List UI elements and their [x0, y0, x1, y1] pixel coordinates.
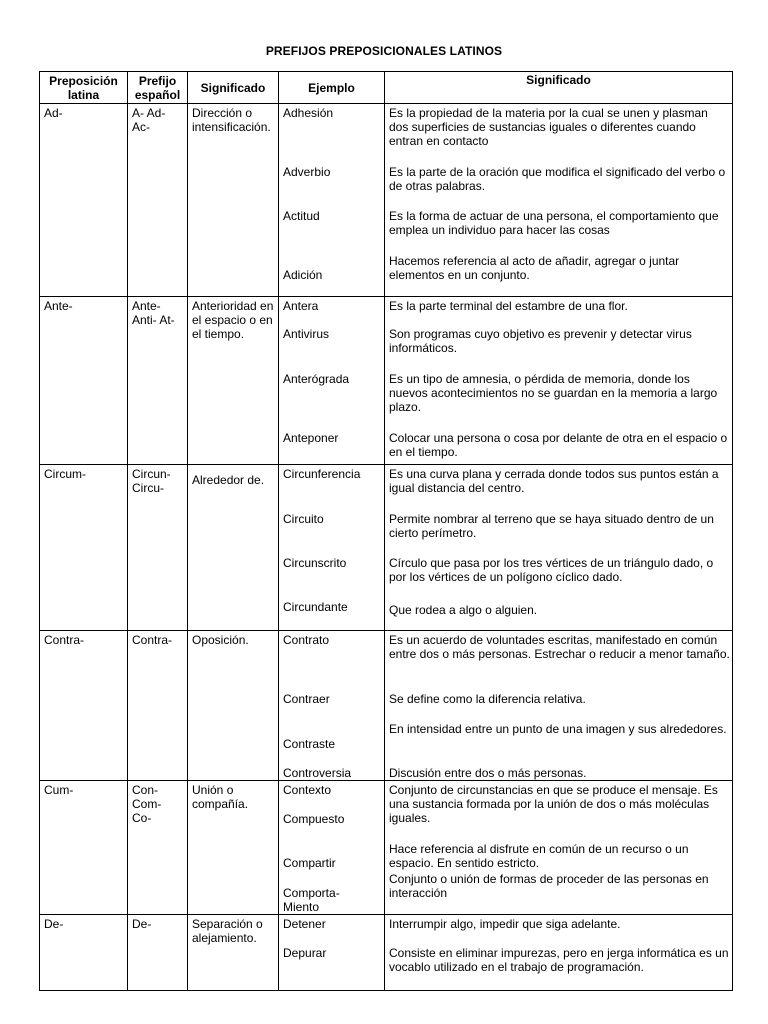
cell-significado: Alrededor de.: [188, 465, 279, 631]
example-word: Circunferencia: [283, 467, 361, 481]
cell-significado: Separación o alejamiento.: [188, 915, 279, 991]
definition-text: En intensidad entre un punto de una imagen y sus alrededores.: [389, 722, 727, 736]
example-word: Circunscrito: [283, 556, 347, 570]
example-word: Adición: [283, 268, 323, 282]
cell-ejemplos: [279, 297, 385, 465]
example-word: Compartir: [283, 856, 336, 870]
cell-definiciones: [385, 297, 733, 465]
definition-text: Es una curva plana y cerrada donde todos sus puntos están a igual distancia del centro.: [389, 467, 719, 495]
definition-text: Son programas cuyo objetivo es prevenir y detectar virus informáticos.: [389, 327, 692, 355]
example-word: Contraste: [283, 737, 336, 751]
definition-text: Es la forma de actuar de una persona, el comportamiento que emplea un individuo para hacer las cosas: [389, 209, 719, 237]
header-significado: Significado: [188, 72, 279, 104]
cell-ejemplos: [279, 781, 385, 915]
table-header-row: [40, 72, 733, 104]
example-word: Adverbio: [283, 165, 331, 179]
example-word: Circuito: [283, 512, 324, 526]
prefix-table: [39, 71, 733, 991]
cell-definiciones: [385, 465, 733, 631]
example-word: Depurar: [283, 946, 327, 960]
example-word: Compuesto: [283, 812, 345, 826]
definition-text: Interrumpir algo, impedir que siga adelante.: [389, 917, 621, 931]
definition-text: Permite nombrar al terreno que se haya situado dentro de un cierto perímetro.: [389, 512, 714, 540]
definition-text: Es la parte terminal del estambre de una flor.: [389, 299, 628, 313]
definition-text: Discusión entre dos o más personas.: [389, 766, 587, 780]
example-word: Contexto: [283, 783, 332, 797]
cell-latina: Ad-: [40, 104, 128, 297]
example-word: Controversia: [283, 766, 352, 780]
cell-ejemplos: [279, 465, 385, 631]
cell-definiciones: [385, 631, 733, 781]
cell-significado: Anterioridad en el espacio o en el tiempo.: [188, 297, 279, 465]
definition-text: Que rodea a algo o alguien.: [389, 603, 538, 617]
cell-espanol: Ante- Anti- At-: [128, 297, 188, 465]
example-word: Comporta- Miento: [283, 886, 340, 914]
example-word: Anteponer: [283, 431, 339, 445]
table-row: [40, 465, 733, 631]
cell-latina: Circum-: [40, 465, 128, 631]
cell-definiciones: [385, 915, 733, 991]
cell-definiciones: [385, 781, 733, 915]
document-title: PREFIJOS PREPOSICIONALES LATINOS: [265, 44, 503, 58]
example-word: Contrato: [283, 633, 330, 647]
cell-latina: Ante-: [40, 297, 128, 465]
cell-espanol: A- Ad- Ac-: [128, 104, 188, 297]
cell-ejemplos: [279, 104, 385, 297]
cell-ejemplos: [279, 915, 385, 991]
definition-text: Hacemos referencia al acto de añadir, agregar o juntar elementos en un conjunto.: [389, 254, 680, 282]
example-word: Detener: [283, 917, 326, 931]
cell-espanol: Circun- Circu-: [128, 465, 188, 631]
definition-text: Es un acuerdo de voluntades escritas, manifestado en común entre dos o más personas. Estrechar o reducir a menor tamaño.: [389, 633, 730, 661]
definition-text: Hace referencia al disfrute en común de un recurso o un espacio. En sentido estricto.: [389, 842, 689, 870]
example-word: Antera: [283, 299, 319, 313]
header-ejemplo: Ejemplo: [279, 72, 385, 104]
cell-significado: Unión o compañía.: [188, 781, 279, 915]
table-row: [40, 104, 733, 297]
definition-text: Conjunto de circunstancias en que se produce el mensaje. Es una sustancia formada por la unión de dos o más moléculas iguales.: [389, 783, 718, 825]
cell-espanol: De-: [128, 915, 188, 991]
definition-text: Colocar una persona o cosa por delante de otra en el espacio o en el tiempo.: [389, 431, 728, 459]
definition-text: Círculo que pasa por los tres vértices de un triángulo dado, o por los vértices de un polígono cíclico dado.: [389, 556, 714, 584]
cell-significado: Dirección o intensificación.: [188, 104, 279, 297]
example-word: Anterógrada: [283, 372, 350, 386]
cell-latina: De-: [40, 915, 128, 991]
definition-text: Es un tipo de amnesia, o pérdida de memoria, donde los nuevos acontecimientos no se guardan en la memoria a largo plazo.: [389, 372, 718, 414]
example-word: Contraer: [283, 692, 330, 706]
header-preposicion: Preposición latina: [40, 72, 128, 104]
example-word: Adhesión: [283, 106, 334, 120]
cell-definiciones: [385, 104, 733, 297]
definition-text: Se define como la diferencia relativa.: [389, 692, 586, 706]
cell-latina: Contra-: [40, 631, 128, 781]
table-row: [40, 915, 733, 991]
example-word: Actitud: [283, 209, 320, 223]
cell-significado: Oposición.: [188, 631, 279, 781]
definition-text: Es la parte de la oración que modifica el significado del verbo o de otras palabras.: [389, 165, 726, 193]
definition-text: Consiste en eliminar impurezas, pero en jerga informática es un vocablo utilizado en el trabajo de programación.: [389, 946, 729, 974]
definition-text: Es la propiedad de la materia por la cual se unen y plasman dos superficies de sustancias iguales o diferentes cuando entran en contacto: [389, 106, 708, 148]
table-row: [40, 297, 733, 465]
example-word: Circundante: [283, 600, 348, 614]
cell-espanol: Con- Com- Co-: [128, 781, 188, 915]
cell-ejemplos: [279, 631, 385, 781]
header-prefijo: Prefijo español: [128, 72, 188, 104]
table-row: [40, 781, 733, 915]
cell-latina: Cum-: [40, 781, 128, 915]
example-word: Antivirus: [283, 327, 330, 341]
definition-text: Conjunto o unión de formas de proceder de las personas en interacción: [389, 872, 709, 900]
header-significado-definicion: Significado: [385, 72, 733, 104]
cell-espanol: Contra-: [128, 631, 188, 781]
table-row: [40, 631, 733, 781]
